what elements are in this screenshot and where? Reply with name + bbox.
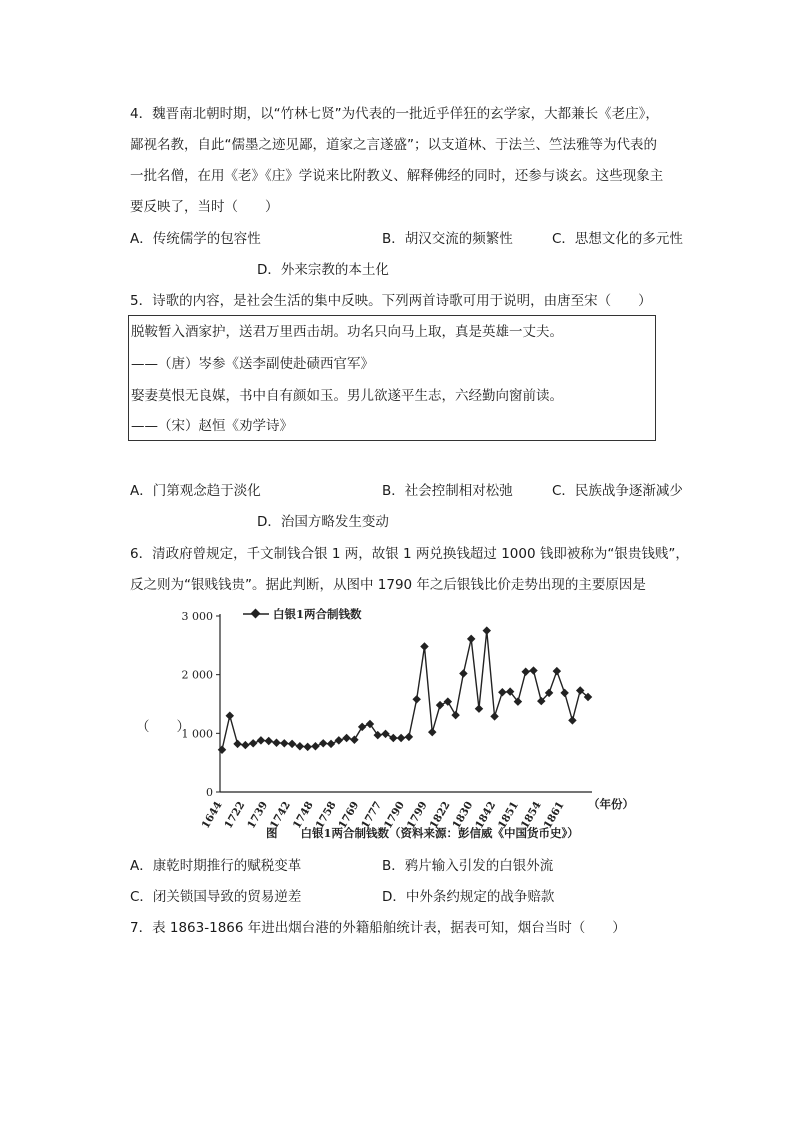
data-point [335,736,343,744]
q6-option-c[interactable]: C．闭关锁国导致的贸易逆差 [130,889,302,905]
y-tick-label: 1 000 [181,727,213,741]
q4-line-2: 鄙视名教，自此“儒墨之迹见鄙，道家之言遂盛”；以支道林、于法兰、竺法雅等为代表的 [130,137,657,153]
x-tick-label: 1748 [290,799,316,831]
y-tick-label: 2 000 [181,668,213,682]
data-point [241,741,249,749]
data-point [467,635,475,643]
q4-option-a[interactable]: A．传统儒学的包容性 [130,231,261,247]
data-point [451,711,459,719]
x-tick-label: 1742 [267,799,293,831]
q5-option-d[interactable]: D．治国方略发生变动 [257,514,389,530]
x-tick-label: 1822 [427,799,453,831]
data-point [342,734,350,742]
data-point [264,737,272,745]
q6-stem-line-1: 6．清政府曾规定，千文制钱合银 1 两，故银 1 两兑换钱超过 1000 钱即被称为“银贵钱贱”， [130,546,689,562]
data-point [381,730,389,738]
chart-caption: 图 白银1两合制钱数（资料来源：彭信威《中国货币史》） [266,826,579,840]
series-line [222,631,588,750]
q5-option-c[interactable]: C．民族战争逐渐减少 [552,483,683,499]
x-tick-label: 1739 [245,799,271,831]
data-point [436,701,444,709]
data-point [272,738,280,746]
x-tick-label: 1758 [313,799,339,831]
data-point [311,742,319,750]
q4-line-3: 一批名僧，在用《老》《庄》学说来比附教义、解释佛经的同时，还参与谈玄。这些现象主 [130,168,664,184]
data-point [553,667,561,675]
q5-option-a[interactable]: A．门第观念趋于淡化 [130,483,261,499]
legend-diamond-icon [251,609,261,619]
x-axis-unit: （年份） [588,797,634,811]
data-point [327,740,335,748]
data-point [218,746,226,754]
data-point [296,742,304,750]
data-point [521,667,529,675]
data-point [412,695,420,703]
q4-option-d[interactable]: D．外来宗教的本土化 [257,262,389,278]
silver-copper-chart [170,600,640,845]
data-point [568,716,576,724]
data-point [475,704,483,712]
chart-legend [243,607,362,621]
x-tick-label: 1722 [222,799,248,831]
data-point [529,666,537,674]
poem-1-source: ——（唐）岑参《送李副使赴碛西官军》 [131,356,374,372]
legend-label: 白银1两合制钱数 [273,607,362,621]
data-point [389,734,397,742]
data-point [257,736,265,744]
data-point [498,688,506,696]
data-point [420,642,428,650]
x-tick-label: 1854 [518,799,544,831]
x-tick-label: 1644 [199,799,225,831]
q5-stem: 5．诗歌的内容，是社会生活的集中反映。下列两首诗歌可用于说明，由唐至宋（ ） [130,293,652,309]
q4-option-b[interactable]: B．胡汉交流的频繁性 [382,231,513,247]
data-point [233,740,241,748]
x-tick-label: 1830 [450,799,476,831]
data-point [288,740,296,748]
x-tick-label: 1769 [336,799,362,831]
poem-2-source: ——（宋）赵恒《劝学诗》 [131,418,293,434]
q6-option-b[interactable]: B．鸦片输入引发的白银外流 [382,858,554,874]
q6-option-d[interactable]: D．中外条约规定的战争赔款 [382,889,555,905]
q4-line-4: 要反映了，当时（ ） [130,199,279,215]
data-point [444,697,452,705]
q6-stem-line-2: 反之则为“银贱钱贵”。据此判断，从图中 1790 年之后银钱比价走势出现的主要原因是 [130,577,646,593]
data-point [319,739,327,747]
q4-line-1: 4．魏晋南北朝时期，以“竹林七贤”为代表的一批近乎佯狂的玄学家，大都兼长《老庄》， [130,106,659,122]
poem-2: 娶妻莫恨无良媒，书中自有颜如玉。男儿欲遂平生志，六经勤向窗前读。 [131,388,563,404]
x-tick-label: 1777 [359,799,385,831]
q6-option-a[interactable]: A．康乾时期推行的赋税变革 [130,858,302,874]
x-tick-label: 1799 [404,799,430,831]
data-point [358,723,366,731]
data-point [374,731,382,739]
data-point [405,733,413,741]
data-point [483,626,491,634]
y-tick-label: 0 [206,786,213,799]
data-point [428,728,436,736]
data-point [280,739,288,747]
data-point [249,739,257,747]
x-tick-label: 1790 [381,799,407,831]
x-tick-label: 1861 [541,799,567,831]
q7-stem: 7．表 1863-1866 年进出烟台港的外籍船舶统计表，据表可知，烟台当时（ ） [130,920,626,936]
data-point [350,736,358,744]
poem-1: 脱鞍暂入酒家护，送君万里西击胡。功名只向马上取，真是英雄一丈夫。 [131,324,563,340]
data-point [303,743,311,751]
data-point [397,734,405,742]
x-tick-label: 1851 [495,799,521,831]
q6-answer-paren: （ ） [136,719,190,735]
data-point [366,720,374,728]
y-tick-label: 3 000 [181,610,213,623]
q5-option-b[interactable]: B．社会控制相对松弛 [382,483,513,499]
poem-quote-box [128,315,656,441]
data-point [490,712,498,720]
data-point [560,689,568,697]
q4-option-c[interactable]: C．思想文化的多元性 [552,231,683,247]
x-tick-label: 1842 [473,799,499,831]
data-point [459,669,467,677]
data-point [226,711,234,719]
